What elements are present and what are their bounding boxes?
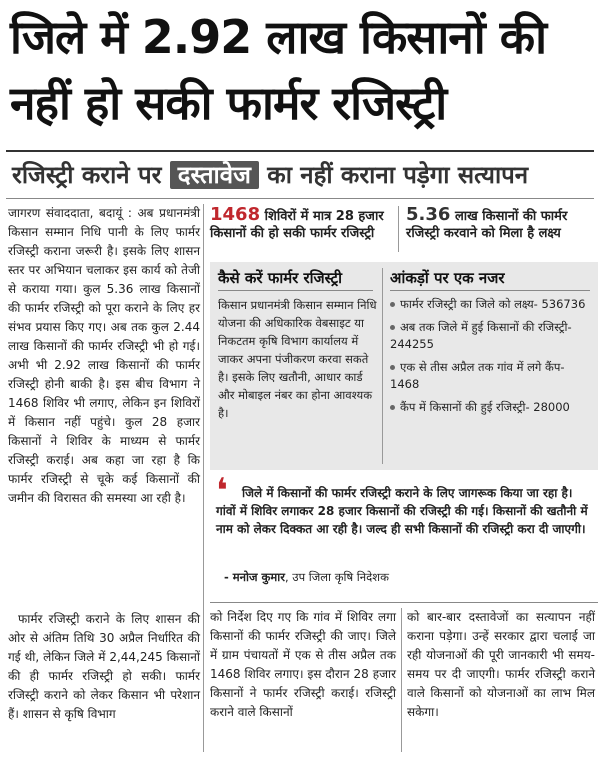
article-col3: को बार-बार दस्तावेजों का सत्यापन नहीं कराना पड़ेगा। उन्हें सरकार द्वारा चलाई जा रही योजनाओं की पूरी जानकारी भी समय-समय पर दी जाएगी। फार्मर रजिस्ट्री कराने वाले किसानों को योजनाओं का लाभ मिल सकेगा। xyxy=(407,610,595,719)
stats-underline xyxy=(390,290,590,291)
bullet-icon xyxy=(390,325,395,330)
subheadline-highlight: दस्तावेज xyxy=(170,161,259,189)
headline-line-2: नहीं हो सकी फार्मर रजिस्ट्री xyxy=(10,76,447,130)
article-col1-p2: फार्मर रजिस्ट्री कराने के लिए शासन की ओर से अंतिम तिथि 30 अप्रैल निर्धारित की गई थी, लेकिन जिले में 2,44,245 किसानों की ही फार्मर रजिस्ट्री हो सकी। फार्मर रजिस्ट्री कराने को लेकर किसान भी परेशान हैं। शासन से कृषि विभाग xyxy=(8,612,200,721)
highlight-camps-text2: किसानों की हो सकी फार्मर रजिस्ट्री xyxy=(210,226,375,241)
how-to-text: किसान प्रधानमंत्री किसान सम्मान निधि योजना की अधिकारिक वेबसाइट या निकटतम कृषि विभाग कार्यालय में जाकर अपना पंजीकरण करवा सकते है। इसके लिए खतौनी, आधार कार्ड और मोबाइल नंबर का होना आवश्यक है। xyxy=(218,298,377,420)
quote-box xyxy=(210,471,598,598)
headline-line-1: जिले में 2.92 लाख किसानों की xyxy=(10,10,546,64)
highlight-camps-text1: शिविरों में मात्र 28 हजार xyxy=(260,209,384,224)
info-box-divider xyxy=(382,268,383,464)
stat-item xyxy=(390,359,590,393)
quote-author-line xyxy=(224,570,389,585)
how-to-title: कैसे करें फार्मर रजिस्ट्री xyxy=(218,269,342,287)
divider xyxy=(6,150,594,152)
quote-author: - मनोज कुमार xyxy=(224,570,285,584)
stat-item xyxy=(390,296,590,313)
article-col2: को निर्देश दिए गए कि गांव में शिविर लगा किसानों की फार्मर रजिस्ट्री की जाए। जिले में ग्राम पंचायतों में एक से तीस अप्रैल तक 1468 शिविर लगाए। इस दौरान 28 हजार किसानों ने फार्मर रजिस्ट्री कराई। रजिस्ट्री कराने वाले किसानों xyxy=(210,610,396,719)
bullet-icon xyxy=(390,365,395,370)
divider xyxy=(210,602,598,603)
highlight-target-text1: लाख किसानों की फार्मर xyxy=(450,209,568,224)
highlight-target xyxy=(406,206,598,242)
subheadline-before: रजिस्ट्री कराने पर xyxy=(12,161,170,189)
highlight-target-text2: रजिस्ट्री करवाने को मिला है लक्ष्य xyxy=(406,226,561,241)
bullet-icon xyxy=(390,405,395,410)
article-col1-p1: जागरण संवाददाता, बदायूं : अब प्रधानमंत्री किसान सम्मान निधि पानी के लिए फार्मर रजिस्ट्री कराना जरूरी है। इसके लिए शासन स्तर पर अभियान चलाकर इस कार्य को तेजी से कराया गया। कुल 5.36 लाख किसानों की फार्मर रजिस्ट्री को पूरा कराने के लिए हर संभव प्रयास किए गए। अब तक कुल 2.44 लाख किसानों की फार्मर रजिस्ट्री भी हो गई। अभी भी 2.92 लाख किसानों की फार्मर रजिस्ट्री होनी बाकी है। इस बीच विभाग ने 1468 शिविर भी लगाए, लेकिन इन शिविरों में किसान नहीं पहुंचे। कुल 28 हजार किसानों ने शिविर के माध्यम से फार्मर रजिस्ट्री कराई। अब कहा जा रहा है कि फार्मर रजिस्ट्री से चूके कई किसानों की जमीन की विरासत की समस्या आ रही है। xyxy=(8,206,200,505)
column-divider xyxy=(203,204,204,752)
highlight-camps xyxy=(210,206,400,242)
info-box xyxy=(210,262,598,470)
stat-item-text: अब तक जिले में हुई किसानों की रजिस्ट्री- 244255 xyxy=(390,320,572,351)
stat-item xyxy=(390,399,590,416)
stats-title: आंकड़ों पर एक नजर xyxy=(390,269,505,287)
subheadline xyxy=(12,158,528,191)
how-to-underline xyxy=(218,290,373,291)
stat-item xyxy=(390,319,590,353)
divider xyxy=(6,198,594,199)
subheadline-after: का नहीं कराना पड़ेगा सत्यापन xyxy=(258,161,529,189)
stat-item-text: कैंप में किसानों की हुई रजिस्ट्री- 28000 xyxy=(400,400,570,414)
highlight-camps-number: 1468 xyxy=(210,204,261,225)
quote-designation: , उप जिला कृषि निदेशक xyxy=(284,570,389,584)
column-divider xyxy=(401,608,402,752)
stat-item-text: एक से तीस अप्रैल तक गांव में लगे कैंप- 1468 xyxy=(390,360,565,391)
stat-item-text: फार्मर रजिस्ट्री का जिले को लक्ष्य- 536736 xyxy=(400,297,586,311)
quote-mark-icon: ❛ xyxy=(216,471,228,511)
stats-list xyxy=(390,296,590,416)
highlight-divider xyxy=(398,206,399,252)
quote-text: जिले में किसानों की फार्मर रजिस्ट्री कराने के लिए जागरूक किया जा रहा है। गांवों में शिविर लगाकर 28 हजार किसानों की रजिस्ट्री की गई। किसानों की खतौनी में नाम को लेकर दिक्कत आ रही है। जल्द ही सभी किसानों की रजिस्ट्री करा दी जाएगी। xyxy=(216,486,588,536)
highlight-target-number: 5.36 xyxy=(406,204,451,225)
bullet-icon xyxy=(390,302,395,307)
